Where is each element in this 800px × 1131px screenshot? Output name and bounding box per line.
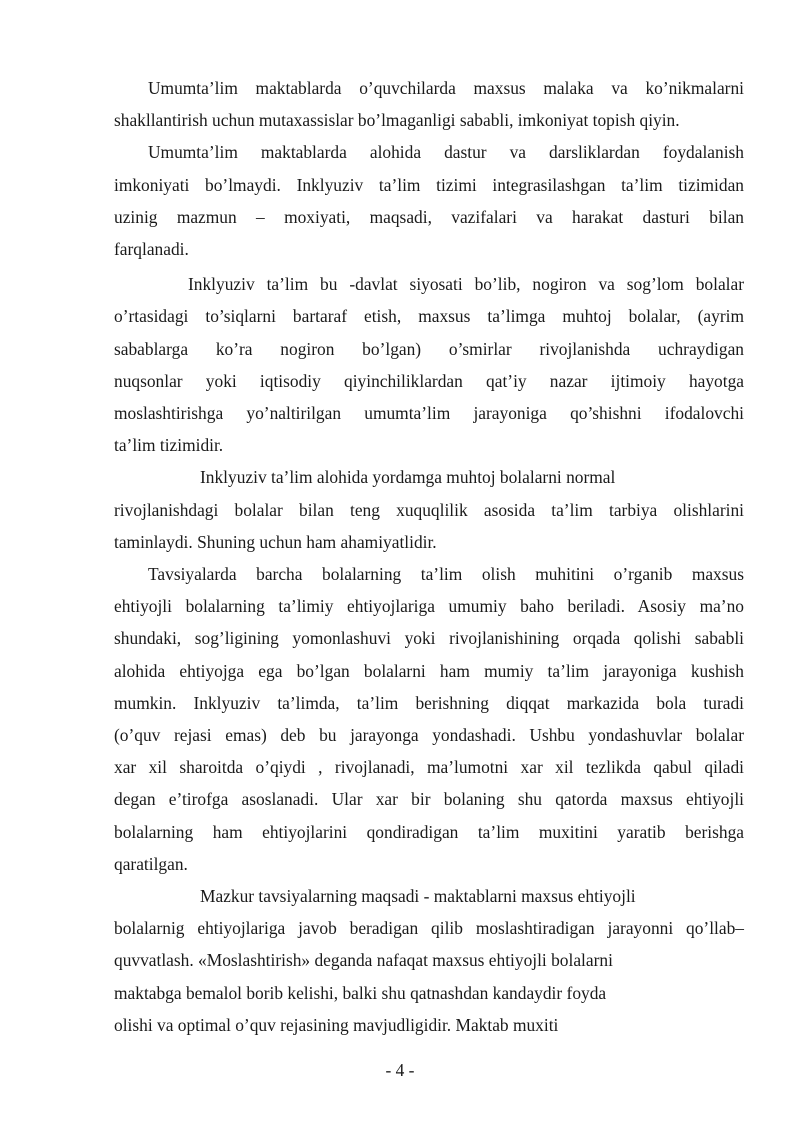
text-line: moslashtirishga yo’naltirilgan umumta’lim jarayoniga qo’shishni ifodalovchi bbox=[114, 403, 744, 424]
text-line: bolalarnig ehtiyojlariga javob beradigan qilib moslashtiradigan jarayonni qo’llab– bbox=[114, 918, 744, 939]
text-line: shakllantirish uchun mutaxassislar bo’lmaganligi sababli, imkoniyat topish qiyin. bbox=[114, 110, 680, 131]
paragraph-2 bbox=[114, 136, 744, 265]
text-line: o’rtasidagi to’siqlarni bartaraf etish, maxsus ta’limga muhtoj bolalar, (ayrim bbox=[114, 306, 744, 327]
text-line: taminlaydi. Shuning uchun ham ahamiyatlidir. bbox=[114, 531, 437, 552]
text-line: Inklyuziv ta’lim alohida yordamga muhtoj bolalarni normal bbox=[200, 467, 616, 488]
text-line: quvvatlash. «Moslashtirish» deganda nafaqat maxsus ehtiyojli bolalarni bbox=[114, 950, 613, 971]
text-line: Tavsiyalarda barcha bolalarning ta’lim olish muhitini o’rganib maxsus bbox=[148, 564, 744, 585]
text-line: uzinig mazmun – moxiyati, maqsadi, vazifalari va harakat dasturi bilan bbox=[114, 206, 744, 227]
text-line: Umumta’lim maktablarda o’quvchilarda maxsus malaka va ko’nikmalarni bbox=[148, 78, 744, 98]
text-line: degan e’tirofga asoslanadi. Ular xar bir bolaning shu qatorda maxsus ehtiyojli bbox=[114, 789, 744, 810]
text-line: ehtiyojli bolalarning ta’limiy ehtiyojlariga umumiy baho beriladi. Asosiy ma’no bbox=[114, 596, 744, 617]
text-line: farqlanadi. bbox=[114, 239, 189, 260]
text-line: Mazkur tavsiyalarning maqsadi - maktablarni maxsus ehtiyojli bbox=[200, 886, 636, 907]
paragraph-3 bbox=[114, 268, 744, 461]
text-line: imkoniyati bo’lmaydi. Inklyuziv ta’lim tizimi integrasilashgan ta’lim tizimidan bbox=[114, 174, 744, 195]
text-line: mumkin. Inklyuziv ta’limda, ta’lim berishning diqqat markazida bola turadi bbox=[114, 692, 744, 713]
text-line: olishi va optimal o’quv rejasining mavjudligidir. Maktab muxiti bbox=[114, 1014, 559, 1035]
paragraph-6 bbox=[114, 880, 744, 1041]
text-line: alohida ehtiyojga ega bo’lgan bolalarni ham mumiy ta’lim jarayoniga kushish bbox=[114, 660, 744, 681]
text-line: (o’quv rejasi emas) deb bu jarayonga yondashadi. Ushbu yondashuvlar bolalar bbox=[114, 725, 744, 746]
text-line: qaratilgan. bbox=[114, 853, 188, 874]
document-body bbox=[114, 72, 744, 1041]
text-line: Umumta’lim maktablarda alohida dastur va darsliklardan foydalanish bbox=[148, 142, 744, 163]
text-line: nuqsonlar yoki iqtisodiy qiyinchiliklardan qat’iy nazar ijtimoiy hayotga bbox=[114, 370, 744, 391]
text-line: maktabga bemalol borib kelishi, balki shu qatnashdan kandaydir foyda bbox=[114, 982, 607, 1003]
text-line: rivojlanishdagi bolalar bilan teng xuquqlilik asosida ta’lim tarbiya olishlarini bbox=[114, 499, 744, 520]
text-line: bolalarning ham ehtiyojlarini qondiradigan ta’lim muxitini yaratib berishga bbox=[114, 821, 744, 842]
page-number: - 4 - bbox=[385, 1060, 415, 1080]
paragraph-5 bbox=[114, 558, 744, 880]
paragraph-1 bbox=[114, 72, 744, 136]
text-line: shundaki, sog’ligining yomonlashuvi yoki rivojlanishining orqada qolishi sababli bbox=[114, 628, 744, 649]
text-line: sabablarga ko’ra nogiron bo’lgan) o’smirlar rivojlanishda uchraydigan bbox=[114, 338, 744, 359]
text-line: Inklyuziv ta’lim bu -davlat siyosati bo’lib, nogiron va sog’lom bolalar bbox=[188, 274, 744, 295]
text-line: xar xil sharoitda o’qiydi , rivojlanadi, ma’lumotni xar xil tezlikda qabul qiladi bbox=[114, 757, 744, 778]
text-line: ta’lim tizimidir. bbox=[114, 435, 224, 456]
paragraph-4 bbox=[114, 461, 744, 558]
